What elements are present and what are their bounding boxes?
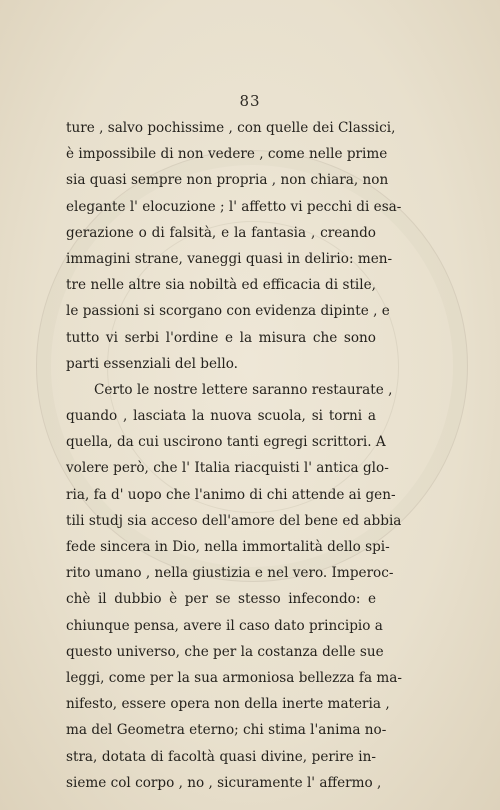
- text-line: chiunque pensa, avere il caso dato principio a: [66, 617, 383, 634]
- text-line: quella, da cui uscirono tanti egregi scrittori. A: [66, 434, 386, 451]
- text-line: chè il dubbio è per se stesso infecondo: e: [66, 591, 376, 608]
- text-line: volere però, che l' Italia riacquisti l' antica glo-: [66, 460, 389, 477]
- text-line: ria, fa d' uopo che l'animo di chi attende ai gen-: [66, 486, 396, 503]
- body-text: [66, 115, 402, 796]
- text-line: gerazione o di falsità, e la fantasia , creando: [66, 224, 376, 241]
- paragraph-first-line: Certo le nostre lettere saranno restaurate ,: [94, 381, 393, 398]
- text-line: stra, dotata di facoltà quasi divine, perire in-: [66, 748, 376, 765]
- text-line: ma del Geometra eterno; chi stima l'anima no-: [66, 722, 387, 739]
- text-line: leggi, come per la sua armoniosa bellezza fa ma-: [66, 669, 402, 686]
- text-line: fede sincera in Dio, nella immortalità dello spi-: [66, 539, 390, 555]
- text-line: tre nelle altre sia nobiltà ed efficacia di stile,: [66, 277, 376, 294]
- text-line: è impossibile di non vedere , come nelle prime: [66, 146, 388, 163]
- text-line: immagini strane, vaneggi quasi in delirio: men-: [66, 250, 393, 267]
- text-line: questo universo, che per la costanza delle sue: [66, 643, 384, 660]
- text-line: elegante l' elocuzione ; l' affetto vi pecchi di esa-: [66, 198, 402, 215]
- text-line: tili studj sia acceso dell'amore del bene ed abbia: [66, 512, 402, 529]
- text-line: le passioni si scorgano con evidenza dipinte , e: [66, 303, 390, 320]
- text-line: quando , lasciata la nuova scuola, si torni a: [66, 408, 376, 425]
- page-number: 83: [239, 92, 261, 110]
- text-line: nifesto, essere opera non della inerte materia ,: [66, 696, 390, 713]
- text-line: ture , salvo pochissime , con quelle dei Classici,: [66, 120, 396, 136]
- text-line: tutto vi serbi l'ordine e la misura che sono: [66, 329, 376, 346]
- text-line: sia quasi sempre non propria , non chiara, non: [66, 172, 389, 189]
- paragraph-end-line: parti essenziali del bello.: [66, 355, 238, 372]
- text-line: sieme col corpo , no , sicuramente l' affermo ,: [66, 774, 382, 791]
- text-line: rito umano , nella giustizia e nel vero. Imperoc-: [66, 565, 394, 582]
